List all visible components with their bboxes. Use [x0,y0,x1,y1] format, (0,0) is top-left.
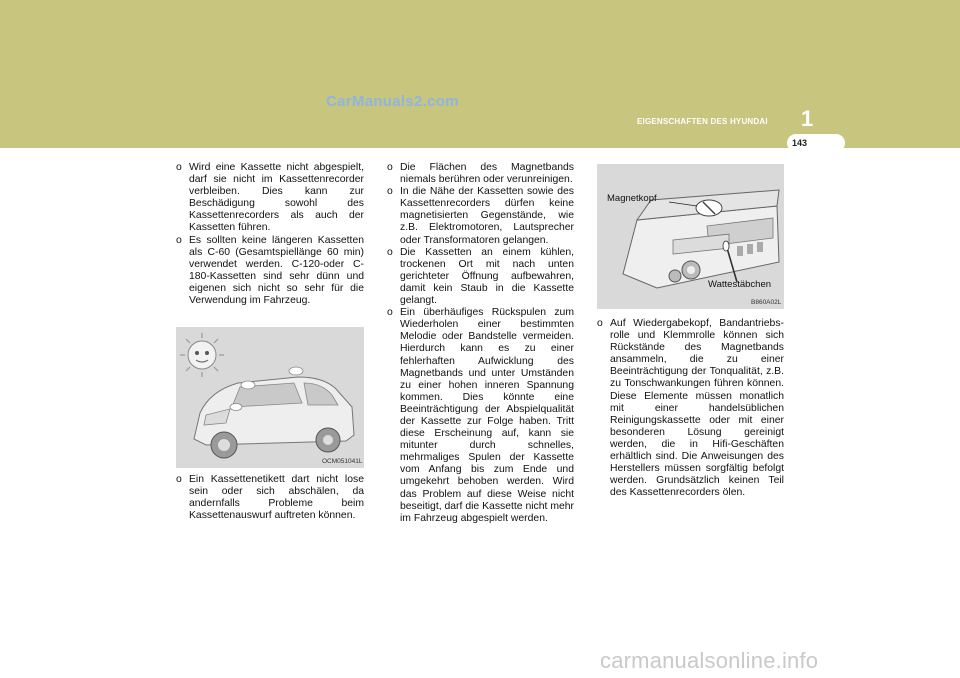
list-item-text: Ein Kassettenetikett dart nicht lose sein oder sich abschälen, da andernfalls Probleme beim Kassettenauswurf auftreten können. [189,474,364,522]
right-column [597,318,784,499]
bullet-symbol: o [387,186,393,198]
bullet-symbol: o [176,474,182,485]
list-item-text: Wird eine Kassette nicht abgespielt, darf sie nicht im Kassettenrecorder verbleiben. Dies kann zur Beschädigung sowohl des Kassettenrecorders als auch der Kassetten führen. [189,162,364,234]
header-band [0,0,960,148]
list-item-text: Ein überhäufiges Rückspulen zum Wiederholen einer bestimmten Melodie oder Bandstelle vermeiden. Hierdurch kann es zu einer fehlerhaften Aufwicklung des Magnetbands und unter Umständen zu einer hohen inneren Spannung kommen. Dies könnte eine Beeinträchtigung der Abspielqualität der Kassette zur Folge haben. Tritt diese Erscheinung auf, kann sie mitunter durch schnelles, mehrmaliges Spulen der Kassette vom Anfang bis zum Ende und umgekehrt behoben werden. Wird das Problem auf diese Weise nicht beseitigt, darf die Kassette nicht mehr im Fahrzeug abgespielt werden. [400,307,574,524]
list-item [176,162,364,235]
left-column-bottom [176,474,364,522]
middle-column [387,162,574,525]
site-logo-link[interactable]: CarManuals2.com [326,93,459,110]
list-item-text: Es sollten keine längeren Kassetten als C-60 (Gesamtspiellänge 60 min) verwendet werden. C-120-oder C-180-Kassetten sind sehr dünn und eigenen sich nicht so sehr für die Verwendung im Fahrzeug. [189,234,364,307]
left-column-top [176,162,364,307]
list-item [176,474,364,522]
page-number: 143 [792,138,808,148]
list-item [176,235,364,308]
list-item [387,186,574,246]
list-item-text: Die Kassetten an einem kühlen, trockenen Ort mit nach unten gerichteter Öffnung aufbewahren, damit kein Staub in die Kassette gelangt. [400,246,574,307]
bullet-symbol: o [176,162,182,173]
list-item-text: Auf Wiedergabekopf, Bandantriebs-rolle und Klemmrolle können sich Rückstände des Magnetbands ansammeln, die zu einer Beeinträchtigung der Tonqualität, z.B. zu Tonschwankungen führen können. Diese Elemente müssen monatlich mit einer handelsüblichen Reinigungskassette oder mit einer besonderen Lösung gereinigt werden, die in Hifi-Geschäften erhältlich sind. Die Anweisungen des Herstellers müssen sorgfältig befolgt werden. Grundsätzlich keinen Teil des Kassettenrecorders ölen. [610,318,784,499]
list-item [387,247,574,307]
suv-car-shape [194,367,354,458]
list-item-text: In die Nähe der Kassetten sowie des Kassettenrecorders dürfen keine magnetisierten Gegenstände, wie z.B. Elektromotoren, Lautsprecher oder Transformatoren gelangen. [400,186,574,246]
sun-icon [180,333,224,377]
bullet-symbol: o [387,162,393,173]
list-item [387,162,574,186]
car-sun-illustration [176,327,364,468]
car-illustration-svg [176,327,364,468]
wattestaebchen-label: Wattestäbchen [708,279,772,290]
bullet-symbol: o [597,318,603,329]
footer-site-link[interactable]: carmanualsonline.info [600,648,819,673]
bullet-symbol: o [387,246,393,258]
magnetkopf-label: Magnetkopf [607,193,657,204]
figure-code: B860A02L [751,299,782,306]
bullet-symbol: o [387,307,393,319]
cassette-player-illustration [597,164,784,309]
bullet-symbol: o [176,234,182,246]
list-item-text: Die Flächen des Magnetbands niemals berühren oder verunreinigen. [400,162,574,186]
figure-code: OCM051041L [322,458,363,465]
list-item [387,307,574,525]
section-number: 1 [801,106,814,131]
list-item [597,318,784,499]
section-title: EIGENSCHAFTEN DES HYUNDAI [637,117,768,126]
